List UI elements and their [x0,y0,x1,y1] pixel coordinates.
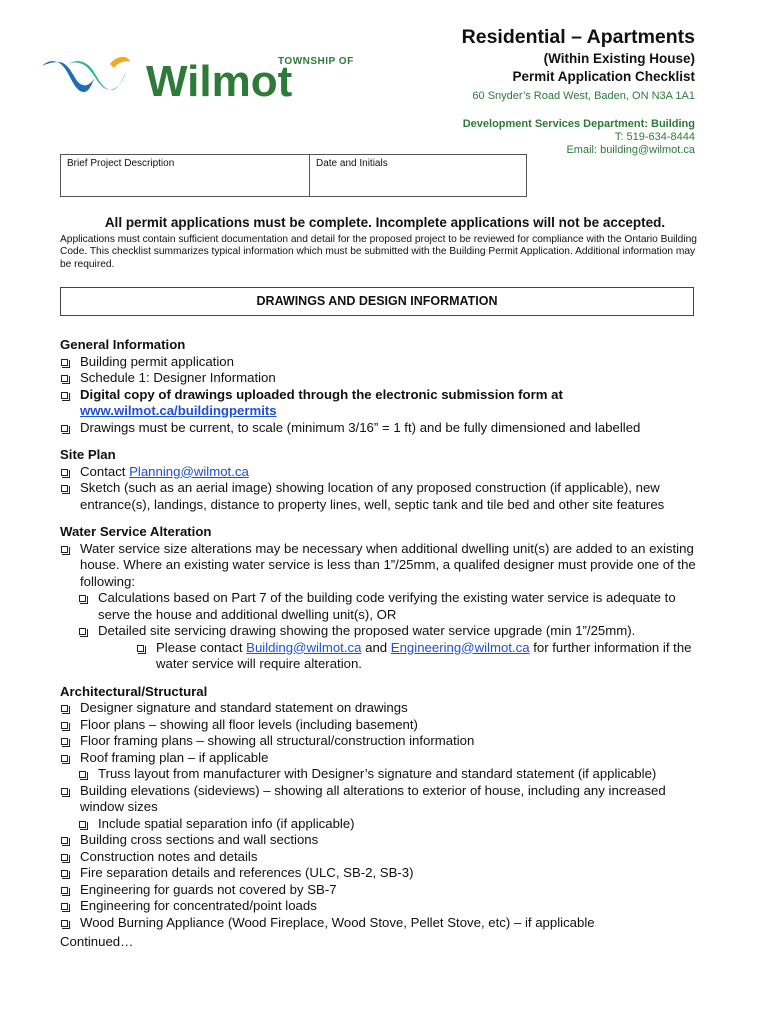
checkbox-icon[interactable] [61,903,68,910]
checklist-subitem[interactable]: Detailed site servicing drawing showing the proposed water service upgrade (min 1”/25mm). [78,623,710,640]
checklist-subitem[interactable]: Include spatial separation info (if applicable) [78,816,710,833]
checkbox-icon[interactable] [137,645,144,652]
page-subtitle-1: (Within Existing House) [543,51,695,66]
building-permits-link[interactable]: www.wilmot.ca/buildingpermits [80,403,277,418]
project-info-table [60,154,527,197]
checkbox-icon[interactable] [61,887,68,894]
checklist-item[interactable]: Roof framing plan – if applicable [60,750,710,767]
checkbox-icon[interactable] [61,854,68,861]
checklist-body [60,337,710,951]
checklist-item[interactable]: Building elevations (sideviews) – showing all alterations to exterior of house, including any increased window sizes [60,783,710,816]
checkbox-icon[interactable] [79,771,86,778]
checkbox-icon[interactable] [61,469,68,476]
checkbox-icon[interactable] [61,837,68,844]
logo-orange-mark [110,57,130,68]
checklist-item[interactable]: Building permit application [60,354,710,371]
checklist-subitem[interactable]: Calculations based on Part 7 of the building code verifying the existing water service is adequate to serve the house and additional dwelling unit(s), OR [78,590,710,623]
checklist-item[interactable]: Contact Planning@wilmot.ca [60,464,710,481]
checklist-item[interactable]: Wood Burning Appliance (Wood Fireplace, Wood Stove, Pellet Stove, etc) – if applicable [60,915,710,932]
checkbox-icon[interactable] [61,546,68,553]
page-title: Residential – Apartments [461,26,695,48]
contact-email: Email: building@wilmot.ca [566,144,695,156]
checklist-item[interactable]: Fire separation details and references (ULC, SB-2, SB-3) [60,865,710,882]
general-heading: General Information [60,337,186,352]
logo-small-text: TOWNSHIP OF [278,56,354,67]
checkbox-icon[interactable] [61,722,68,729]
checkbox-icon[interactable] [61,425,68,432]
checklist-item[interactable]: Water service size alterations may be necessary when additional dwelling unit(s) are added to an existing house. Where an existing water service is less than 1”/25mm, a qualifed designer must provide one of the following: [60,541,710,591]
checklist-item[interactable]: Floor plans – showing all floor levels (including basement) [60,717,710,734]
checklist-subitem[interactable]: Please contact Building@wilmot.ca and Engineering@wilmot.ca for further information if the water service will require alteration. [136,640,710,673]
date-initials-label: Date and Initials [316,158,388,169]
checklist-subitem[interactable]: Truss layout from manufacturer with Designer’s signature and standard statement (if applicable) [78,766,710,783]
checkbox-icon[interactable] [61,920,68,927]
site-plan-heading: Site Plan [60,447,116,462]
checklist-item[interactable]: Drawings must be current, to scale (minimum 3/16” = 1 ft) and be fully dimensioned and labelled [60,420,710,437]
checklist-item[interactable]: Engineering for concentrated/point loads [60,898,710,915]
office-address: 60 Snyder’s Road West, Baden, ON N3A 1A1 [472,90,695,102]
date-initials-field[interactable] [310,155,526,196]
checklist-item[interactable]: Construction notes and details [60,849,710,866]
complete-application-notice: All permit applications must be complete. Incomplete applications will not be accepted. [104,215,666,230]
checkbox-icon[interactable] [61,738,68,745]
architectural-heading: Architectural/Structural [60,683,208,699]
checklist-item[interactable]: Schedule 1: Designer Information [60,370,710,387]
checklist-item[interactable]: Designer signature and standard statement on drawings [60,700,710,717]
intro-paragraph: Applications must contain sufficient documentation and detail for the proposed project to be reviewed for compliance with the Ontario Building Code. This checklist summarizes typical information which must be submitted with the Building Permit Application. Additional information may be required. [60,234,697,270]
checkbox-icon[interactable] [79,821,86,828]
water-service-heading: Water Service Alteration [60,524,212,539]
brief-description-field[interactable] [61,155,310,196]
section-title: DRAWINGS AND DESIGN INFORMATION [60,287,694,316]
checkbox-icon[interactable] [61,870,68,877]
checklist-item[interactable]: Floor framing plans – showing all structural/construction information [60,733,710,750]
building-email-link[interactable]: Building@wilmot.ca [246,639,362,655]
checkbox-icon[interactable] [61,755,68,762]
checkbox-icon[interactable] [61,788,68,795]
checkbox-icon[interactable] [61,392,68,399]
checklist-item[interactable]: Engineering for guards not covered by SB-7 [60,882,710,899]
checkbox-icon[interactable] [79,595,86,602]
checkbox-icon[interactable] [61,359,68,366]
brief-description-label: Brief Project Description [67,158,175,169]
checkbox-icon[interactable] [61,485,68,492]
planning-email-link[interactable]: Planning@wilmot.ca [129,463,249,479]
logo-wordmark: Wilmot [146,57,293,106]
checklist-item[interactable]: Digital copy of drawings uploaded through the electronic submission form at www.wilmot.ca/buildingpermits [60,387,710,420]
engineering-email-link[interactable]: Engineering@wilmot.ca [390,639,530,655]
checklist-item[interactable]: Sketch (such as an aerial image) showing location of any proposed construction (if applicable), new entrance(s), landings, distance to property lines, well, septic tank and tile bed and other site features [60,480,710,513]
department-name: Development Services Department: Building [462,118,695,130]
checklist-item[interactable]: Building cross sections and wall sections [60,832,710,849]
township-logo [38,52,354,106]
continued-note: Continued… [60,934,134,949]
page-subtitle-2: Permit Application Checklist [512,69,695,84]
checkbox-icon[interactable] [61,375,68,382]
checkbox-icon[interactable] [79,628,86,635]
phone-number: T: 519-634-8444 [614,131,695,143]
checkbox-icon[interactable] [61,705,68,712]
